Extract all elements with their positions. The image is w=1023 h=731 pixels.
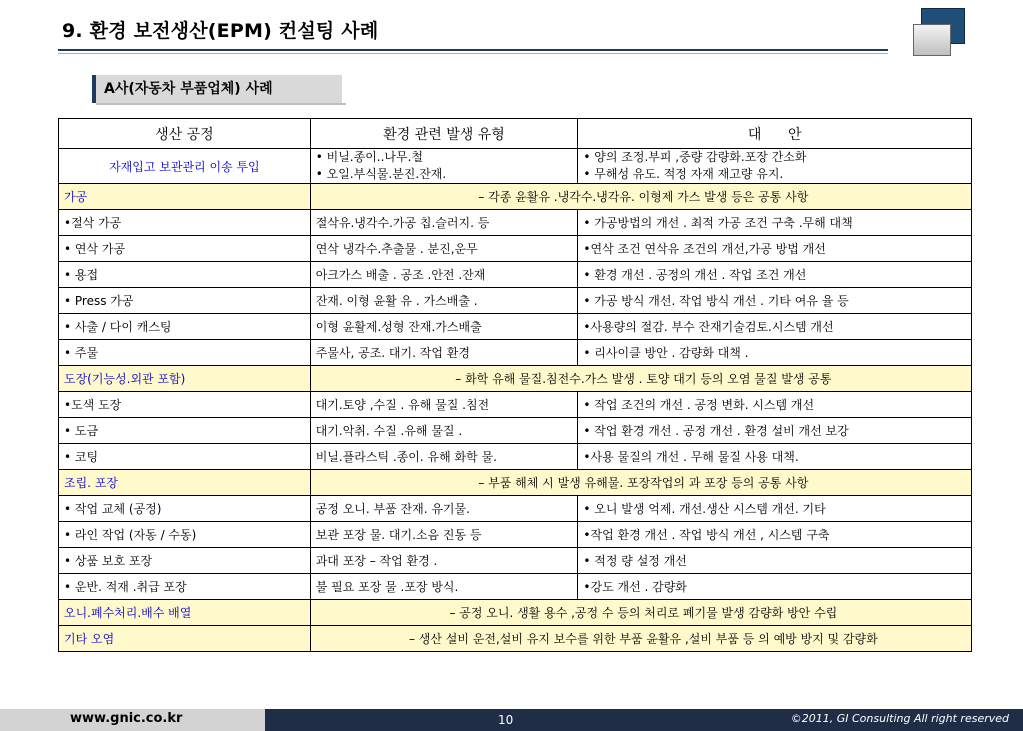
process-cell: •절삭 가공: [59, 210, 311, 236]
category-name: 오니.폐수처리.배수 배열: [59, 600, 311, 626]
issue-cell: 잔재. 이형 윤활 유 . 가스배출 .: [310, 288, 578, 314]
table-row: [59, 418, 972, 444]
remedy-cell: •사용량의 절감. 부수 잔재기술검토.시스템 개선: [578, 314, 972, 340]
table-row: [59, 340, 972, 366]
remedy-cell: •작업 환경 개선 . 작업 방식 개선 , 시스템 구축: [578, 522, 972, 548]
issue-cell: 대기.악취. 수질 .유해 물질 .: [310, 418, 578, 444]
process-cell: • 코팅: [59, 444, 311, 470]
table-row: [59, 548, 972, 574]
remedy-cell: • 환경 개선 . 공정의 개선 . 작업 조건 개선: [578, 262, 972, 288]
remedy-cell: •연삭 조건 연삭유 조건의 개선,가공 방법 개선: [578, 236, 972, 262]
category-row: [59, 470, 972, 496]
logo-front-square: [913, 24, 951, 56]
category-row: [59, 366, 972, 392]
process-cell: • 라인 작업 (자동 / 수동): [59, 522, 311, 548]
title-underline: [58, 49, 888, 51]
table-row: [59, 522, 972, 548]
category-description: – 각종 윤활유 .냉각수.냉각유. 이형제 가스 발생 등은 공통 사항: [310, 184, 971, 210]
remedy-cell: • 오니 발생 억제. 개선.생산 시스템 개선. 기타: [578, 496, 972, 522]
page-title: 9. 환경 보전생산(EPM) 컨설팅 사례: [62, 20, 379, 42]
category-name: 조립. 포장: [59, 470, 311, 496]
category-name: 기타 오염: [59, 626, 311, 652]
issue-line: • 오일.부식물.분진.잔재.: [315, 167, 447, 181]
category-row: [59, 626, 972, 652]
process-cell: • 운반. 적재 .취급 포장: [59, 574, 311, 600]
table-row: [59, 262, 972, 288]
copyright-text: ©2011, GI Consulting All right reserved: [790, 712, 1009, 725]
remedy-cell: • 가공방법의 개선 . 최적 가공 조건 구축 .무해 대책: [578, 210, 972, 236]
table-row: [59, 444, 972, 470]
category-description: – 생산 설비 운전,설비 유지 보수를 위한 부품 윤활유 ,설비 부품 등 의 예방 방지 및 감량화: [310, 626, 971, 652]
process-cell: • 상품 보호 포장: [59, 548, 311, 574]
issue-cell: 공정 오니. 부품 잔재. 유기물.: [310, 496, 578, 522]
remedy-line: • 무해성 유도. 적정 자재 재고량 유지.: [583, 167, 784, 181]
issue-cell: 아크가스 배출 . 공조 .안전 .잔재: [310, 262, 578, 288]
issue-cell: 절삭유.냉각수.가공 칩.슬러지. 등: [310, 210, 578, 236]
category-name: 도장(기능성.외관 포함): [59, 366, 311, 392]
issue-cell: 연삭 냉각수.추출물 . 분진,운무: [310, 236, 578, 262]
remedy-cell: [578, 149, 972, 184]
issue-cell: 대기.토양 ,수질 . 유해 물질 .침전: [310, 392, 578, 418]
table-row: [59, 392, 972, 418]
section-subtitle: A사(자동차 부품업체) 사례: [92, 75, 342, 103]
issue-cell: 보관 포장 물. 대기.소음 진동 등: [310, 522, 578, 548]
remedy-cell: • 작업 환경 개선 . 공정 개선 . 환경 설비 개선 보강: [578, 418, 972, 444]
category-name: 가공: [59, 184, 311, 210]
process-cell: • 사출 / 다이 캐스팅: [59, 314, 311, 340]
remedy-cell: •사용 물질의 개선 . 무해 물질 사용 대책.: [578, 444, 972, 470]
remedy-cell: • 적정 량 설정 개선: [578, 548, 972, 574]
remedy-cell: • 작업 조건의 개선 . 공정 변화. 시스템 개선: [578, 392, 972, 418]
category-row: [59, 600, 972, 626]
column-header-process: 생산 공정: [59, 119, 311, 149]
process-cell: •도색 도장: [59, 392, 311, 418]
table-row: [59, 314, 972, 340]
consulting-table: [58, 118, 972, 652]
category-description: – 부품 해체 시 발생 유해물. 포장작업의 과 포장 등의 공통 사항: [310, 470, 971, 496]
issue-cell: 이형 윤활제.성형 잔재.가스배출: [310, 314, 578, 340]
process-cell: • 용접: [59, 262, 311, 288]
table-row: [59, 496, 972, 522]
issue-cell: 과대 포장 – 작업 환경 .: [310, 548, 578, 574]
remedy-cell: • 리사이클 방안 . 감량화 대책 .: [578, 340, 972, 366]
issue-cell: 주물사, 공조. 대기. 작업 환경: [310, 340, 578, 366]
table-row: [59, 149, 972, 184]
remedy-line: • 양의 조정.부피 ,중량 감량화.포장 간소화: [583, 150, 807, 164]
process-cell: • 작업 교체 (공정): [59, 496, 311, 522]
title-underline-thin: [58, 53, 888, 54]
column-header-issue: 환경 관련 발생 유형: [310, 119, 578, 149]
category-description: – 공정 오니. 생활 용수 ,공정 수 등의 처리로 폐기물 발생 감량화 방안 수립: [310, 600, 971, 626]
category-row: [59, 184, 972, 210]
corner-logo-icon: [913, 8, 963, 58]
table-row: [59, 288, 972, 314]
table-row: [59, 574, 972, 600]
footer-url-link[interactable]: www.gnic.co.kr: [70, 711, 183, 726]
page-number: 10: [498, 713, 514, 727]
table-body: [59, 149, 972, 652]
column-header-remedy: 대 안: [578, 119, 972, 149]
issue-cell: 불 필요 포장 물 .포장 방식.: [310, 574, 578, 600]
subtitle-shadow: [96, 103, 346, 105]
process-cell: • 주물: [59, 340, 311, 366]
table-row: [59, 236, 972, 262]
process-cell: • 도금: [59, 418, 311, 444]
table-header-row: [59, 119, 972, 149]
process-cell: • 연삭 가공: [59, 236, 311, 262]
remedy-cell: •강도 개선 . 감량화: [578, 574, 972, 600]
process-cell: • Press 가공: [59, 288, 311, 314]
process-cell: 자재입고 보관관리 이송 투입: [59, 149, 311, 184]
table-row: [59, 210, 972, 236]
issue-cell: 비닐.플라스틱 .종이. 유해 화학 물.: [310, 444, 578, 470]
issue-cell: [310, 149, 578, 184]
issue-line: • 비닐.종이..나무.철: [315, 150, 424, 164]
category-description: – 화학 유해 물질.침전수.가스 발생 . 토양 대기 등의 오염 물질 발생 공통: [310, 366, 971, 392]
remedy-cell: • 가공 방식 개선. 작업 방식 개선 . 기타 여유 율 등: [578, 288, 972, 314]
